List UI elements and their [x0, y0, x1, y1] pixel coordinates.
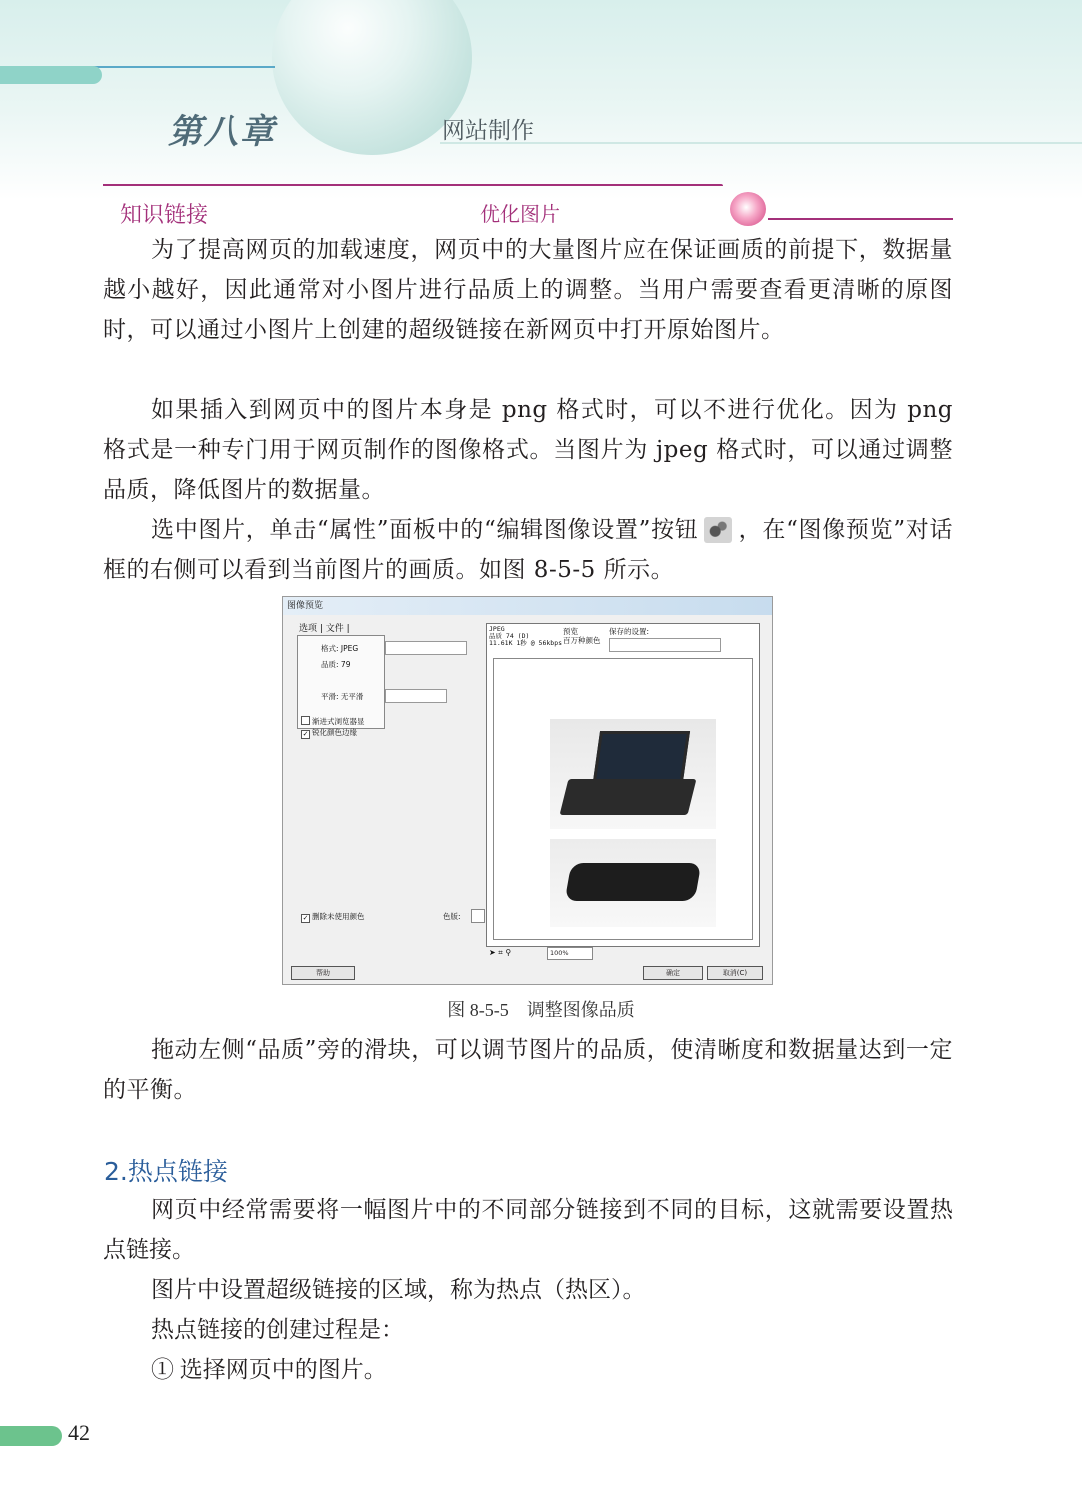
- preview-panel: [486, 623, 760, 947]
- progressive-checkbox[interactable]: 渐进式浏览器显: [301, 716, 365, 727]
- smooth-select[interactable]: [385, 689, 447, 703]
- cancel-button[interactable]: 取消(C): [707, 966, 763, 980]
- preview-format: JPEG: [489, 625, 505, 633]
- preview-area: [493, 658, 753, 940]
- smooth-value: 无平滑: [340, 692, 364, 701]
- remove-unused-colors-checkbox[interactable]: ✓ 删除未使用颜色: [301, 911, 365, 923]
- dialog-tabs: 选项 | 文件 |: [299, 624, 350, 634]
- zoom-select[interactable]: 100%: [547, 947, 593, 960]
- knowledge-link-rule-right: [768, 218, 953, 220]
- chapter-title: 网站制作: [442, 118, 534, 144]
- dialog-titlebar: 图像预览: [283, 597, 772, 615]
- quality-label: 品质:: [321, 660, 339, 669]
- format-value: JPEG: [340, 644, 359, 653]
- smooth-row: [321, 691, 363, 702]
- laptop-closed-image: [550, 839, 716, 927]
- chapter-number: 第八章: [168, 112, 276, 152]
- format-row: [321, 643, 358, 654]
- laptop-body: [565, 863, 702, 901]
- quality-row: [321, 659, 350, 670]
- tab-options[interactable]: 选项: [299, 624, 318, 634]
- help-button[interactable]: 帮助: [291, 966, 355, 980]
- preview-quality: 品质 74 (D): [489, 632, 530, 640]
- paragraph-after-figure: 拖动左侧“品质”旁的滑块，可以调节图片的品质，使清晰度和数据量达到一定的平衡。: [103, 1037, 953, 1103]
- pointer-icon[interactable]: ➤: [489, 948, 496, 957]
- ok-button[interactable]: 确定: [643, 966, 703, 980]
- section2-paragraph-1: 网页中经常需要将一幅图片中的不同部分链接到不同的目标，这就需要设置热点链接。: [103, 1197, 953, 1262]
- knowledge-link-title: 优化图片: [480, 202, 560, 226]
- paragraph-3: [103, 510, 953, 590]
- quality-value: 79: [340, 660, 351, 669]
- preview-size: 11.61K 1秒 @ 56kbps: [489, 639, 563, 647]
- saved-settings-label: 保存的设置:: [609, 627, 650, 636]
- flower-icon: [730, 192, 766, 226]
- header-background: [0, 0, 1082, 200]
- page-number: 42: [68, 1420, 90, 1445]
- knowledge-link-rule: [103, 184, 723, 186]
- matte-label: 色版:: [443, 912, 461, 921]
- preview-info: [489, 626, 562, 647]
- edit-image-settings-icon: [704, 517, 732, 543]
- preview-toolbar: [489, 948, 511, 958]
- laptop-open-image: [550, 719, 716, 829]
- format-select[interactable]: [385, 641, 467, 655]
- section2-paragraph-3: 热点链接的创建过程是：: [151, 1317, 404, 1342]
- section2-paragraph-2: 图片中设置超级链接的区域，称为热点（热区）。: [151, 1277, 646, 1302]
- paragraph-1: 为了提高网页的加载速度，网页中的大量图片应在保证画质的前提下，数据量越小越好，因此通常对小图片进行品质上的调整。当用户需要查看更清晰的原图时，可以通过小图片上创建的超级链接在新网页中打开原始图片。: [103, 237, 953, 343]
- paragraph-2: 如果插入到网页中的图片本身是 png 格式时，可以不进行优化。因为 png 格式是一种专门用于网页制作的图像格式。当图片为 jpeg 格式时，可以通过调整品质，降低图片的数据量。: [103, 397, 953, 503]
- image-preview-dialog-figure: [282, 596, 773, 985]
- tab-file[interactable]: 文件: [325, 624, 344, 634]
- paragraph-3-part-1: 选中图片，单击“属性”面板中的“编辑图像设置”按钮: [151, 517, 699, 543]
- format-label: 格式:: [321, 644, 339, 653]
- zoom-icon[interactable]: ⚲: [505, 948, 512, 957]
- smooth-label: 平滑:: [321, 692, 339, 701]
- section2-paragraph-4: ① 选择网页中的图片。: [151, 1357, 387, 1382]
- sharpen-checkbox[interactable]: ✓ 锐化颜色边缘: [301, 727, 357, 739]
- paragraph-3-part-2: ，在“图像预览”对话框的右侧可以看到当前图片的画质。如图 8-5-5 所示。: [103, 517, 953, 583]
- preview-colors: 百万种颜色: [563, 636, 601, 645]
- knowledge-link-label: 知识链接: [120, 203, 209, 228]
- figure-caption: 图 8-5-5 调整图像品质: [447, 1000, 635, 1020]
- header-tab-bar: [0, 66, 102, 84]
- page-number-bar: [0, 1426, 62, 1446]
- saved-settings-select[interactable]: [609, 638, 721, 652]
- header-rule-right: [440, 142, 1082, 144]
- laptop-keyboard: [560, 779, 697, 815]
- crop-icon[interactable]: ⌗: [498, 948, 503, 957]
- section-heading: 2.热点链接: [104, 1157, 228, 1186]
- preview-checkbox[interactable]: 预览: [563, 627, 578, 636]
- matte-swatch[interactable]: [471, 909, 485, 923]
